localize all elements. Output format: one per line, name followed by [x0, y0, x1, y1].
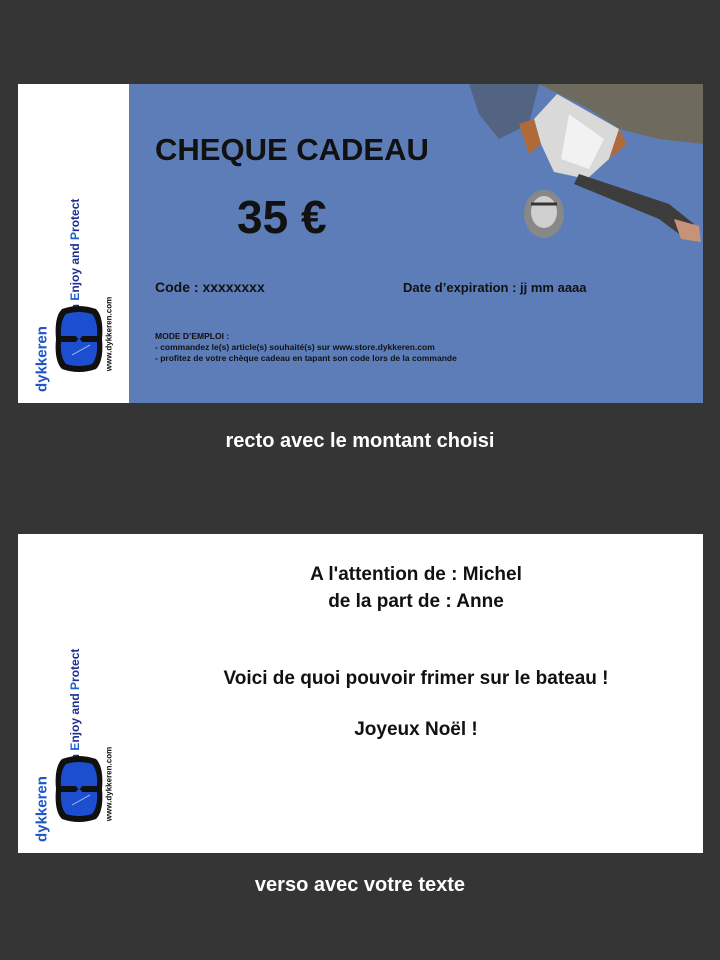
recipient-line: A l'attention de : Michel	[310, 564, 522, 585]
brand-name: dykkeren	[33, 326, 51, 392]
greeting-text: Joyeux Noël !	[354, 719, 478, 740]
gift-cheque-verso	[18, 534, 703, 853]
gift-cheque-recto	[18, 84, 703, 403]
brand-website: www.dykkeren.com	[104, 296, 114, 372]
brand-tagline: Enjoy and Protect	[68, 198, 82, 301]
brand-website: www.dykkeren.com	[104, 746, 114, 822]
message-text: Voici de quoi pouvoir frimer sur le bateau !	[223, 668, 609, 689]
cheque-expiry: Date d’expiration : jj mm aaaa	[403, 280, 587, 295]
diving-mask-logo-icon	[54, 755, 104, 823]
sender-line: de la part de : Anne	[328, 591, 504, 612]
recto-caption: recto avec le montant choisi	[225, 430, 495, 452]
cheque-title: CHEQUE CADEAU	[155, 132, 429, 167]
cheque-amount: 35 €	[237, 191, 327, 243]
cheque-panel	[129, 84, 703, 403]
diving-mask-logo-icon	[54, 305, 104, 373]
brand-name: dykkeren	[33, 776, 51, 842]
instruction-step: - profitez de votre chèque cadeau en tapant son code lors de la commande	[155, 353, 457, 363]
verso-caption: verso avec votre texte	[254, 874, 466, 896]
cheque-code: Code : xxxxxxxx	[155, 279, 265, 295]
instructions-heading: MODE D’EMPLOI :	[155, 331, 230, 341]
instruction-step: - commandez le(s) article(s) souhaité(s) sur www.store.dykkeren.com	[155, 342, 435, 352]
brand-strip	[18, 84, 129, 403]
personal-message	[129, 534, 703, 853]
usage-instructions	[155, 331, 457, 364]
diver-photo	[469, 84, 703, 254]
brand-strip	[18, 534, 129, 853]
brand-tagline: Enjoy and Protect	[68, 648, 82, 751]
